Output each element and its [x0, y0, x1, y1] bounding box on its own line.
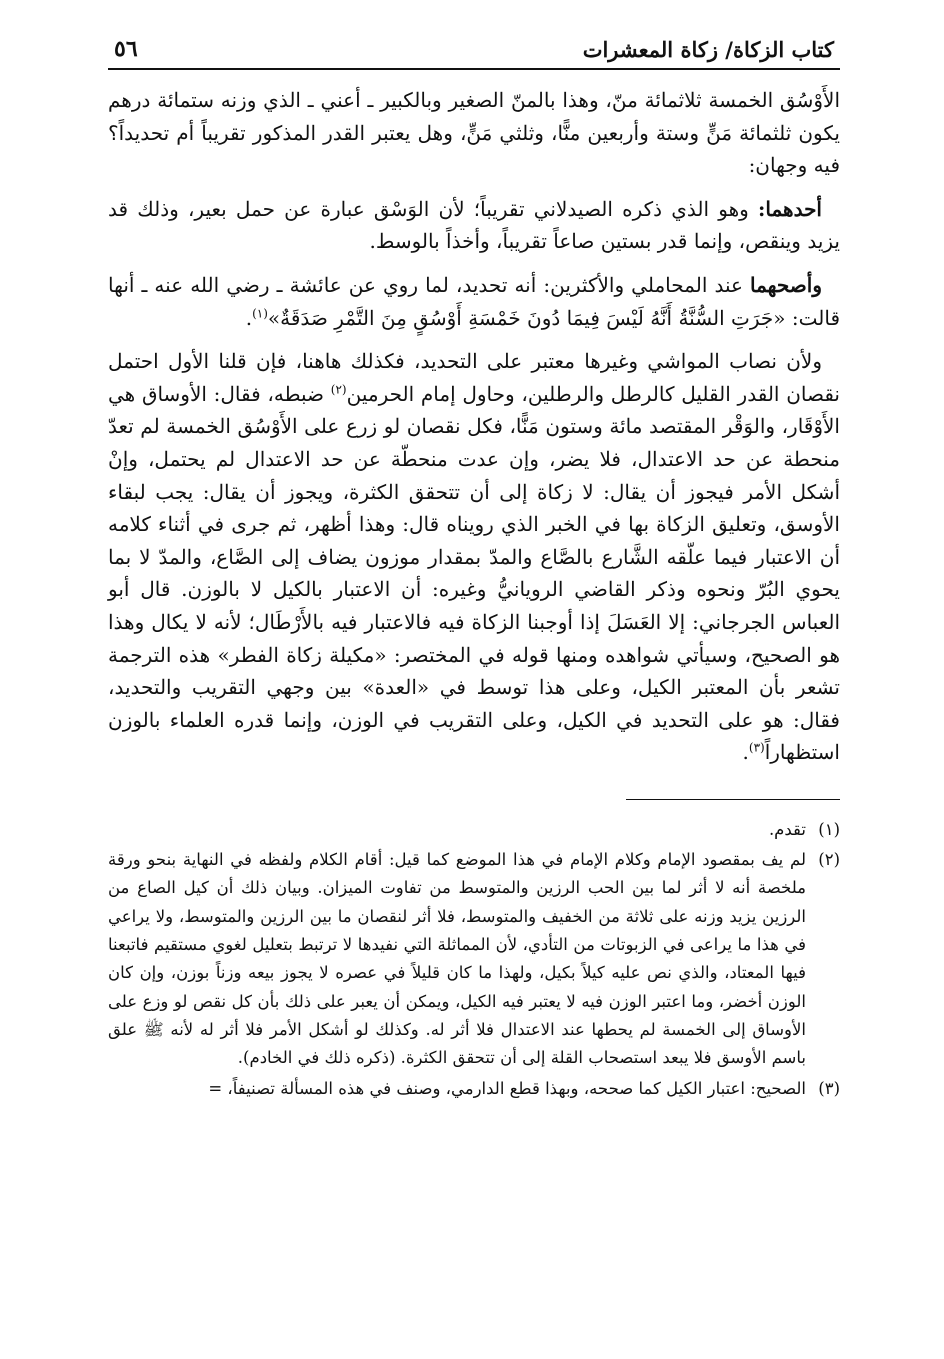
running-title: كتاب الزكاة/ زكاة المعشرات [582, 37, 834, 62]
footnote-3 [108, 1075, 840, 1103]
footnote-divider [626, 799, 840, 800]
footnote-ref-1: (١) [252, 305, 268, 320]
footnote-number: (٣) [818, 1078, 840, 1098]
page-number: ٥٦ [114, 36, 138, 62]
footnote-number: (٢) [818, 850, 840, 870]
paragraph-2-lead: أحدهما: [757, 196, 822, 221]
footnote-text: تقدم. [768, 819, 806, 839]
footnote-text: الصحيح: اعتبار الكيل كما صححه، وبهذا قطع الدارمي، وصنف في هذه المسألة تصنيفاً، = [208, 1078, 806, 1098]
paragraph-3-end: . [245, 305, 253, 330]
footnotes [108, 816, 840, 1103]
footnote-number: (١) [818, 819, 840, 839]
main-text [108, 84, 840, 769]
paragraph-3-text: عند المحاملي والأكثرين: أنه تحديد، لما روي عن عائشة ـ رضي الله عنه ـ أنها قالت: «جَرَتِ السُّنَّةُ أَنَّهُ لَيْسَ فِيمَا دُونَ خَمْسَةِ أَوْسُقٍ مِنَ التَّمْرِ صَدَقَةٌ» [108, 272, 840, 330]
footnote-ref-2: (٢) [330, 382, 347, 397]
footnote-ref-3: (٣) [748, 740, 765, 755]
footnote-2 [108, 846, 840, 1072]
paragraph-3-lead: وأصحهما [750, 272, 822, 297]
paragraph-4-end: . [742, 740, 749, 765]
footnote-1 [108, 816, 840, 844]
page-header [108, 30, 840, 70]
paragraph-4-text-b: ضبطه، فقال: الأوساق هي الأَوْقَار، والوَقْر المقتصد مائة وستون مَنًّا، فكل نقصان لو زرع على الأَوْسُق الخمسة لم تعدّ منحطة عن حد الاعتدال، فلا يضر، وإن عدت منحطّة عن حد الاعتدال لم يحتمل، وإنْ أشكل الأمر فيجوز أن يقال: لا زكاة إلى أن تتحقق الكثرة، ويجوز أن يقال: يجب لبقاء الأوسق، وتعليق الزكاة بها في الخبر الذي رويناه قال: وهذا أظهر، ثم جرى في أثناء كلامه أن الاعتبار فيما علّقه الشَّارع بالصَّاع والمدّ بمقدار موزون يضاف إلى الصَّاع، والمدّ لا بما يحوي البُرّ ونحوه وذكر القاضي الرويانيُّ وغيره: أن الاعتبار بالكيل لا بالوزن. قال أبو العباس الجرجاني: إلا العَسَلَ إذا أوجبنا الزكاة فيه فالاعتبار فيه بالأَرْطَال؛ لأنه لا يكال وهذا هو الصحيح، وسيأتي شواهده ومنها قوله في المختصر: «مكيلة زكاة الفطر» هذه الترجمة تشعر بأن المعتبر الكيل، وعلى هذا توسط في «العدة» بين وجهي التقريب والتحديد، فقال: هو على التحديد في الكيل، وعلى التقريب في الوزن، وإنما قدره العلماء بالوزن استظهاراً [108, 381, 840, 765]
footnote-text: لم يف بمقصود الإمام وكلام الإمام في هذا الموضع كما قيل: أقام الكلام ولفظه في النهاية بنحو ورقة ملخصة أنه لا أثر لما بين الحب الرزين والمتوسط من تفاوت الميزان. وبيان ذلك أن كيل الصاع من الرزين يزيد وزنه على ثلاثة من الخفيف والمتوسط، فلا أثر لنقصان ما بين الرزين والمتوسط، ولا يراعي في هذا ما يراعى في الزبوتات من التأدي، لأن المماثلة التي نفيدها لا ترتبط بتعليل لغوي مستقيم فاتبعنا فيها المعتاد، والذي نص عليه كيلاً بكيل، ولهذا ما كان قليلاً في عصره لا يجوز بيعه وزناً بوزن، وإن كان الوزن أخضر، وما اعتبر الوزن فيه لا يعتبر فيه الكيل، ويمكن أن يعبر على ذلك بأن كل نقص لو وزع على الأوساق إلى الخمسة لم يحطها عند الاعتدال فلا أثر له. وكذلك لو أشكل الأمر فلا أثر له لأنه ﷺ علق باسم الأوسق فلا يبعد استصحاب القلة إلى أن تتحقق الكثرة. (ذكره ذلك في الخادم). [108, 850, 806, 1068]
paragraph-2 [108, 193, 840, 258]
paragraph-4 [108, 345, 840, 769]
paragraph-1: الأَوْسُق الخمسة ثلاثمائة منّ، وهذا بالمنّ الصغير وبالكبير ـ أعني ـ الذي وزنه ستمائة درهم يكون ثلثمائة مَنٍّ وستة وأربعين منًّا، وثلثي مَنٍّ، وهل يعتبر القدر المذكور تقريباً أم تحديداً؟ فيه وجهان: [108, 88, 840, 178]
paragraph-4-text: ولأن نصاب المواشي وغيرها معتبر على التحديد، فكذلك هاهنا، فإن قلنا الأول احتمل نقصان القدر القليل كالرطل والرطلين، وحاول إمام الحرمين [108, 349, 840, 406]
paragraph-2-text: وهو الذي ذكره الصيدلاني تقريباً؛ لأن الوَسْق عبارة عن حمل بعير، وذلك قد يزيد وينقص، وإنما قدر بستين صاعاً تقريباً، وأخذاً بالوسط. [108, 196, 840, 254]
paragraph-3 [108, 269, 840, 334]
